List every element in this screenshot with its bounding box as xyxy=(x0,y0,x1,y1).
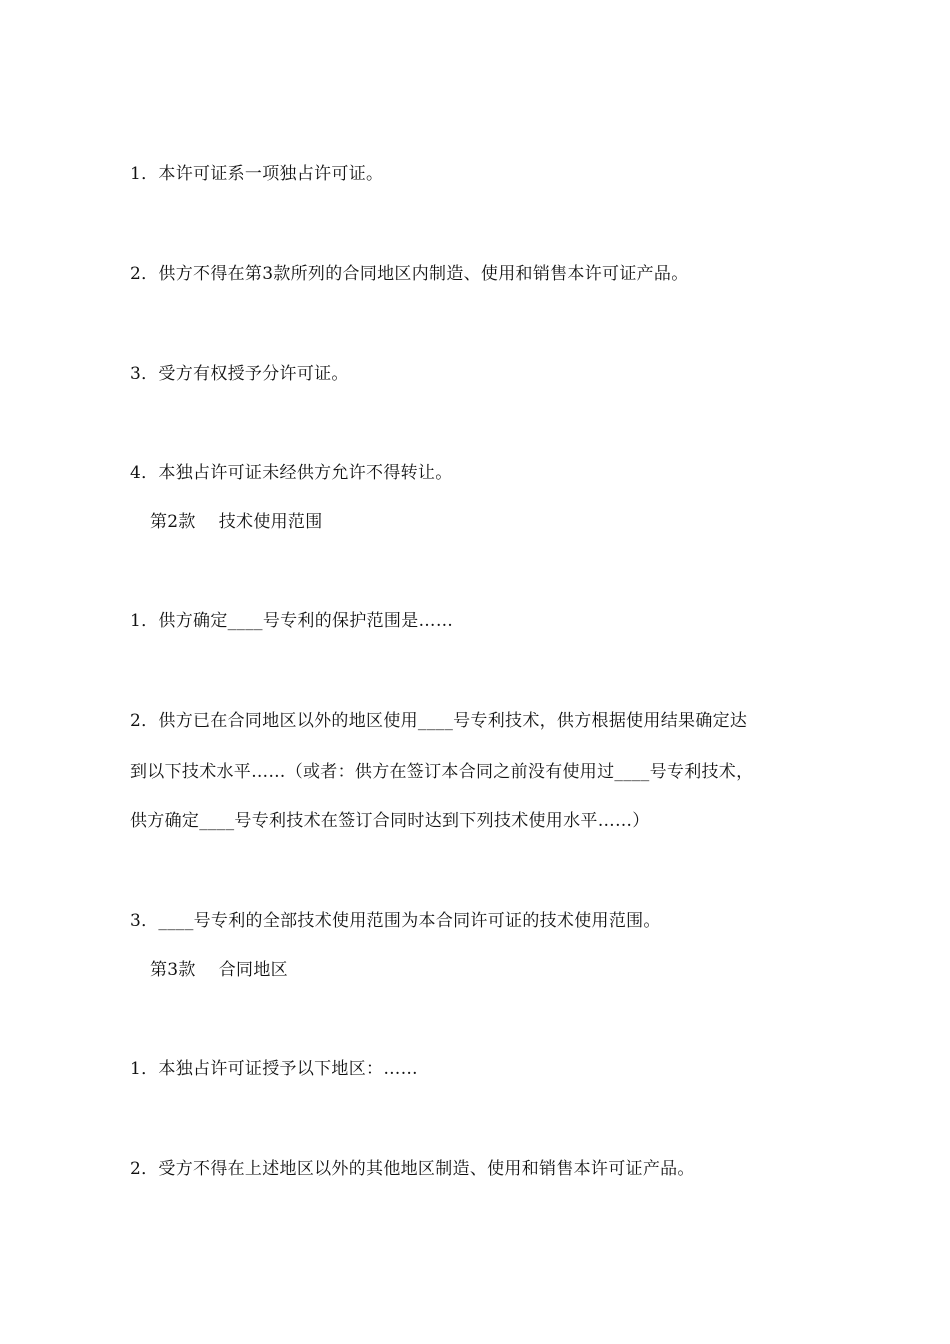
section3-heading: 第3款 合同地区 xyxy=(150,960,288,980)
section2-item-2-line-2: 到以下技术水平……（或者：供方在签订本合同之前没有使用过____号专利技术， xyxy=(130,762,754,782)
section3-item-1: 1．本独占许可证授予以下地区：…… xyxy=(130,1059,418,1079)
section2-item-3: 3．____号专利的全部技术使用范围为本合同许可证的技术使用范围。 xyxy=(130,911,661,931)
section2-heading: 第2款 技术使用范围 xyxy=(150,512,323,532)
section3-item-2: 2．受方不得在上述地区以外的其他地区制造、使用和销售本许可证产品。 xyxy=(130,1159,695,1179)
section2-item-2-line-3: 供方确定____号专利技术在签订合同时达到下列技术使用水平……） xyxy=(130,811,650,831)
section1-item-1: 1．本许可证系一项独占许可证。 xyxy=(130,164,384,184)
section1-item-3: 3．受方有权授予分许可证。 xyxy=(130,364,349,384)
section2-item-2-line-1: 2．供方已在合同地区以外的地区使用____号专利技术，供方根据使用结果确定达 xyxy=(130,711,748,731)
section1-item-4: 4．本独占许可证未经供方允许不得转让。 xyxy=(130,463,453,483)
section1-item-2: 2．供方不得在第3款所列的合同地区内制造、使用和销售本许可证产品。 xyxy=(130,264,689,284)
section2-item-1: 1．供方确定____号专利的保护范围是…… xyxy=(130,611,454,631)
